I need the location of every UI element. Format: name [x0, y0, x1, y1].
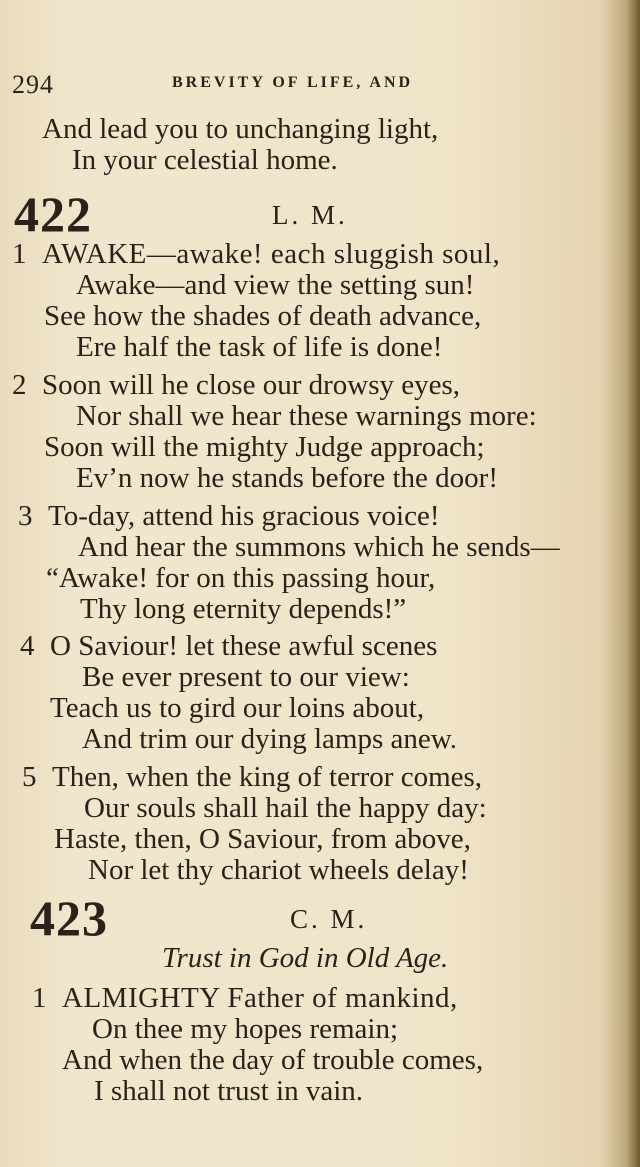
verse-text: Soon will he close our drowsy eyes, — [42, 369, 461, 401]
verse-line: I shall not trust in vain. — [94, 1075, 364, 1107]
verse-line: Nor let thy chariot wheels delay! — [88, 854, 469, 886]
verse-line — [12, 368, 460, 402]
hymn-meter: C. M. — [290, 904, 368, 934]
page-number: 294 — [12, 70, 54, 99]
verse-line: Be ever present to our view: — [82, 661, 410, 693]
verse-line — [22, 760, 482, 794]
hymn-meter: L. M. — [272, 200, 348, 230]
verse-line: Thy long eternity depends!” — [80, 593, 407, 625]
verse-text: O Saviour! let these awful scenes — [50, 630, 438, 662]
verse-line: Teach us to gird our loins about, — [50, 692, 425, 724]
verse-number: 3 — [18, 500, 33, 532]
carryover-line-1: And lead you to unchanging light, — [42, 113, 439, 145]
hymn-subtitle: Trust in God in Old Age. — [162, 942, 449, 974]
verse-line: Haste, then, O Saviour, from above, — [54, 823, 471, 855]
verse-text: Then, when the king of terror comes, — [52, 761, 483, 793]
verse-line: And when the day of trouble comes, — [62, 1044, 484, 1076]
verse-line: Nor shall we hear these warnings more: — [76, 400, 537, 432]
verse-number: 2 — [12, 369, 27, 401]
verse-line: Ev’n now he stands before the door! — [76, 462, 498, 494]
verse-line — [12, 237, 500, 271]
verse-line — [18, 499, 440, 533]
verse-line: See how the shades of death advance, — [44, 300, 482, 332]
hymn-number: 422 — [14, 186, 92, 242]
verse-line: “Awake! for on this passing hour, — [46, 562, 436, 594]
verse-text: To-day, attend his gracious voice! — [48, 500, 440, 532]
carryover-line-2: In your celestial home. — [72, 144, 338, 176]
running-title: BREVITY OF LIFE, AND — [172, 74, 414, 91]
page-edge-shadow — [626, 0, 640, 1167]
verse-line: Ere half the task of life is done! — [76, 331, 443, 363]
verse-number: 5 — [22, 761, 37, 793]
verse-line: And trim our dying lamps anew. — [82, 723, 458, 755]
verse-number: 4 — [20, 630, 35, 662]
verse-number: 1 — [32, 982, 47, 1014]
verse-line: Soon will the mighty Judge approach; — [44, 431, 485, 463]
verse-text: ALMIGHTY Father of mankind, — [62, 982, 458, 1014]
verse-line — [32, 981, 458, 1015]
verse-text: AWAKE—awake! each sluggish soul, — [42, 238, 501, 270]
verse-line: Our souls shall hail the happy day: — [84, 792, 487, 824]
verse-line: On thee my hopes remain; — [92, 1013, 399, 1045]
verse-line — [20, 629, 437, 663]
verse-line: And hear the summons which he sends— — [78, 531, 560, 563]
verse-line: Awake—and view the setting sun! — [76, 269, 475, 301]
hymn-number: 423 — [30, 890, 108, 946]
verse-number: 1 — [12, 238, 27, 270]
